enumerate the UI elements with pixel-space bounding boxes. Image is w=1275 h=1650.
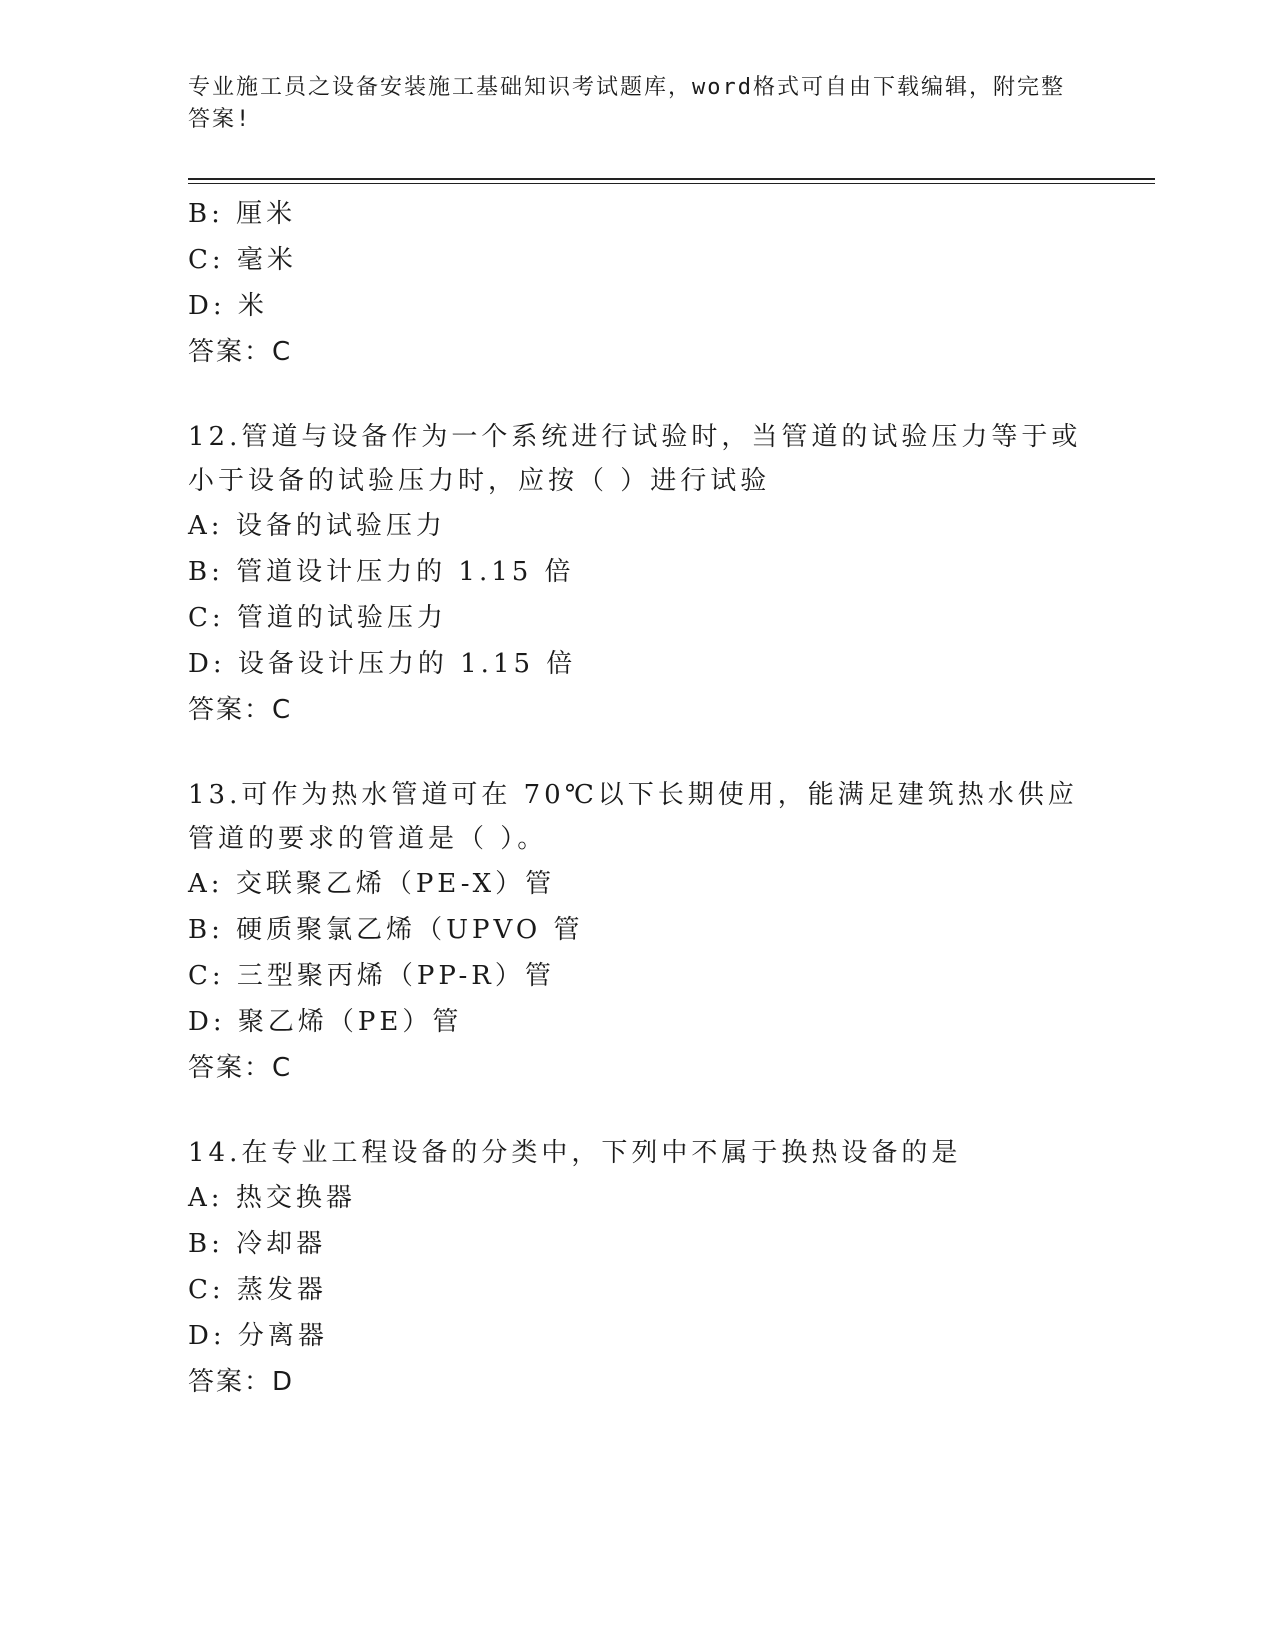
answer-value: C (272, 695, 293, 725)
question-number: 12. (188, 422, 242, 452)
answer-value: C (272, 337, 293, 367)
option-text: 分离器 (237, 1321, 328, 1351)
question-list (188, 191, 1088, 1405)
option-label: D: (188, 649, 226, 679)
option-label: D: (188, 1321, 226, 1351)
option-label: D: (188, 1007, 226, 1037)
option-label: C: (188, 1275, 225, 1305)
option-text: 热交换器 (235, 1183, 356, 1213)
option-text: 冷却器 (236, 1229, 327, 1259)
question-12 (188, 415, 1088, 733)
question-13 (188, 773, 1088, 1091)
option-b (188, 549, 1088, 595)
option-b (188, 1221, 1088, 1267)
option-a (188, 1175, 1088, 1221)
option-text: 管道的试验压力 (236, 603, 447, 633)
answer-label: 答案： (188, 1053, 273, 1083)
option-text: 设备的试验压力 (235, 511, 446, 541)
option-text: 硬质聚氯乙烯（UPVO 管 (236, 915, 584, 945)
option-text: 聚乙烯（PE）管 (237, 1007, 463, 1037)
option-a (188, 503, 1088, 549)
answer-value: D (272, 1367, 295, 1397)
option-label: B: (188, 199, 224, 229)
option-d (188, 999, 1088, 1045)
partial-question (188, 191, 1088, 375)
option-label: A: (188, 511, 224, 541)
option-c (188, 1267, 1088, 1313)
option-text: 毫米 (236, 245, 297, 275)
option-label: C: (188, 603, 225, 633)
option-text: 设备设计压力的 1.15 倍 (237, 649, 577, 679)
option-a (188, 861, 1088, 907)
header-divider-thin (188, 183, 1155, 184)
option-c (188, 237, 1088, 283)
answer-line (188, 1045, 1088, 1091)
header-divider (188, 178, 1155, 180)
option-label: A: (188, 1183, 224, 1213)
option-label: B: (188, 915, 224, 945)
question-number: 14. (188, 1138, 242, 1168)
question-text (188, 773, 1088, 861)
option-label: A: (188, 869, 224, 899)
question-body: 管道与设备作为一个系统进行试验时，当管道的试验压力等于或小于设备的试验压力时，应按（ ）进行试验 (188, 422, 1082, 496)
answer-line (188, 329, 1088, 375)
answer-label: 答案： (188, 695, 273, 725)
option-c (188, 953, 1088, 999)
question-number: 13. (188, 780, 242, 810)
answer-line (188, 687, 1088, 733)
answer-value: C (272, 1053, 293, 1083)
answer-line (188, 1359, 1088, 1405)
page-header: 专业施工员之设备安装施工基础知识考试题库，word格式可自由下载编辑，附完整答案! (188, 75, 1065, 132)
option-d (188, 641, 1088, 687)
option-text: 米 (237, 291, 268, 321)
question-text (188, 1131, 1088, 1175)
option-label: C: (188, 245, 225, 275)
answer-label: 答案： (188, 337, 273, 367)
option-d (188, 1313, 1088, 1359)
option-label: D: (188, 291, 226, 321)
option-d (188, 283, 1088, 329)
option-label: B: (188, 1229, 224, 1259)
option-text: 蒸发器 (236, 1275, 327, 1305)
option-label: B: (188, 557, 224, 587)
question-body: 可作为热水管道可在 70℃以下长期使用，能满足建筑热水供应管道的要求的管道是（ ）。 (188, 780, 1078, 854)
question-14 (188, 1131, 1088, 1405)
option-b (188, 907, 1088, 953)
option-text: 管道设计压力的 1.15 倍 (236, 557, 575, 587)
option-b (188, 191, 1088, 237)
option-text: 厘米 (236, 199, 297, 229)
answer-label: 答案： (188, 1367, 273, 1397)
option-c (188, 595, 1088, 641)
option-text: 三型聚丙烯（PP-R）管 (236, 961, 555, 991)
question-text (188, 415, 1088, 503)
option-label: C: (188, 961, 225, 991)
option-text: 交联聚乙烯（PE-X）管 (235, 869, 556, 899)
question-body: 在专业工程设备的分类中，下列中不属于换热设备的是 (241, 1138, 962, 1168)
